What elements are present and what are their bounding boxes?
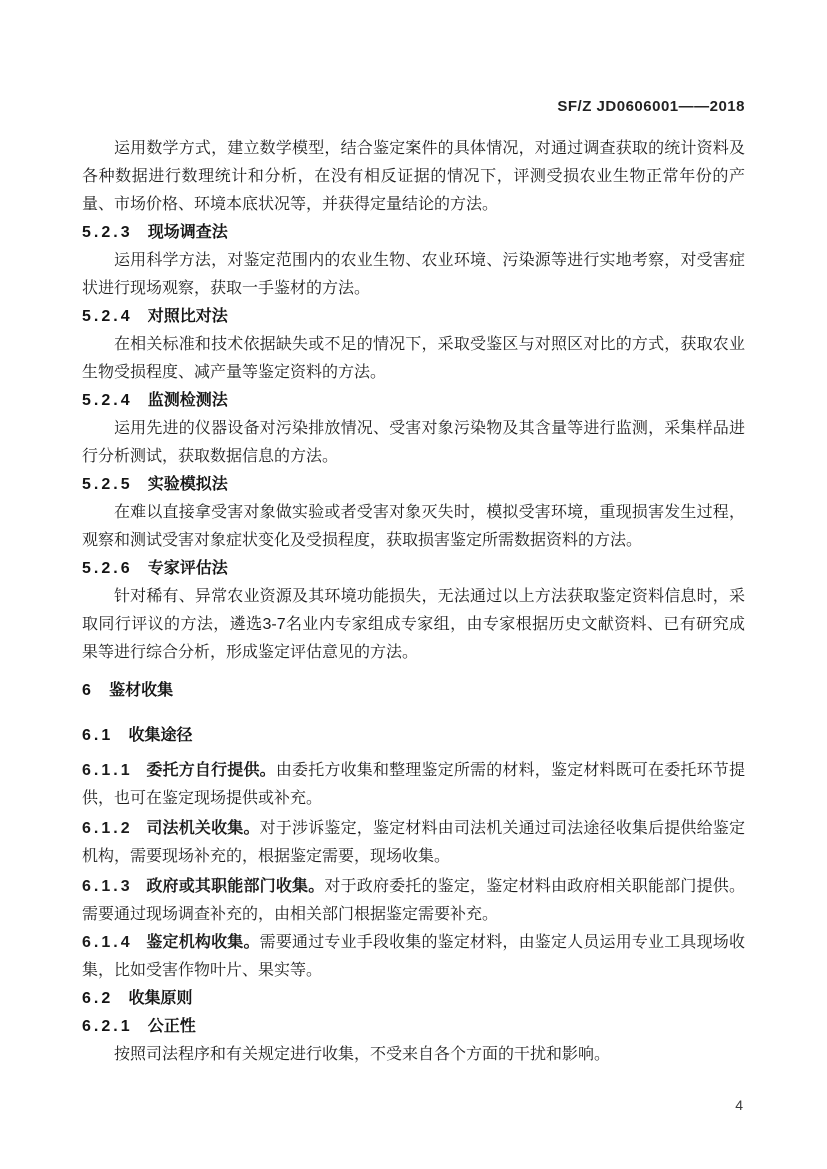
- item-number: 6.1.4: [82, 934, 133, 951]
- section-paragraph: 运用科学方法，对鉴定范围内的农业生物、农业环境、污染源等进行实地考察，对受害症状进行现场观察，获取一手鉴材的方法。: [82, 252, 745, 297]
- section-title: 对照比对法: [147, 308, 228, 325]
- item-text: 需要通过专业手段收集的鉴定材料，由鉴定人员运用专业工具现场收集，比如受害作物叶片、果实等。: [82, 934, 745, 979]
- chapter-number: 6: [82, 682, 94, 699]
- section-heading-6-1: [82, 722, 745, 750]
- section-paragraph: 针对稀有、异常农业资源及其环境功能损失，无法通过以上方法获取鉴定资料信息时，采取同行评议的方法，遴选3-7名业内专家组成专家组，由专家根据历史文献资料、已有研究成果等进行综合分析，形成鉴定评估意见的方法。: [82, 588, 745, 661]
- section-title: 专家评估法: [147, 560, 228, 577]
- section-paragraph: 在相关标准和技术依据缺失或不足的情况下，采取受鉴区与对照区对比的方式，获取农业生物受损程度、减产量等鉴定资料的方法。: [82, 336, 745, 381]
- item-text: 对于涉诉鉴定，鉴定材料由司法机关通过司法途径收集后提供给鉴定机构，需要现场补充的，根据鉴定需要，现场收集。: [82, 820, 745, 865]
- list-item-6-1-3: [82, 873, 745, 929]
- section-heading-5-2-5: [82, 471, 745, 499]
- document-code-header: SF/Z JD0606001——2018: [557, 98, 745, 115]
- item-text: 对于政府委托的鉴定，鉴定材料由政府相关职能部门提供。需要通过现场调查补充的，由相关部门根据鉴定需要补充。: [82, 878, 745, 923]
- section-title: 公正性: [147, 1018, 196, 1035]
- section-heading-5-2-4-b: [82, 387, 745, 415]
- section-title: 现场调查法: [147, 224, 228, 241]
- section-title: 实验模拟法: [147, 476, 228, 493]
- section-title: 收集途径: [128, 727, 193, 744]
- item-text: 由委托方收集和整理鉴定所需的材料，鉴定材料既可在委托环节提供，也可在鉴定现场提供或补充。: [82, 762, 745, 807]
- section-title: 收集原则: [128, 990, 193, 1007]
- list-item-6-1-2: [82, 815, 745, 871]
- section-number: 5.2.4: [82, 308, 133, 325]
- section-heading-5-2-3: [82, 219, 745, 247]
- section-number: 5.2.6: [82, 560, 133, 577]
- section-number: 6.1: [82, 727, 114, 744]
- item-label: 政府或其职能部门收集。: [146, 878, 325, 895]
- section-title: 监测检测法: [147, 392, 228, 409]
- item-number: 6.1.1: [82, 762, 133, 779]
- section-heading-5-2-6: [82, 555, 745, 583]
- section-heading-6-2-1: [82, 1013, 745, 1041]
- page-number: 4: [735, 1097, 743, 1113]
- list-item-6-1-4: [82, 929, 745, 985]
- section-number: 6.2.1: [82, 1018, 133, 1035]
- item-label: 鉴定机构收集。: [146, 934, 260, 951]
- item-number: 6.1.2: [82, 820, 133, 837]
- section-number: 5.2.3: [82, 224, 133, 241]
- closing-paragraph: 按照司法程序和有关规定进行收集，不受来自各个方面的干扰和影响。: [114, 1046, 611, 1063]
- item-label: 委托方自行提供。: [146, 762, 276, 779]
- section-paragraph: 运用先进的仪器设备对污染排放情况、受害对象污染物及其含量等进行监测，采集样品进行分析测试，获取数据信息的方法。: [82, 420, 745, 465]
- section-number: 6.2: [82, 990, 114, 1007]
- item-number: 6.1.3: [82, 878, 133, 895]
- section-paragraph: 在难以直接拿受害对象做实验或者受害对象灭失时，模拟受害环境，重现损害发生过程，观察和测试受害对象症状变化及受损程度，获取损害鉴定所需数据资料的方法。: [82, 504, 745, 549]
- section-number: 5.2.4: [82, 392, 133, 409]
- list-item-6-1-1: [82, 757, 745, 813]
- item-label: 司法机关收集。: [146, 820, 260, 837]
- chapter-heading-6: [82, 677, 745, 705]
- section-heading-6-2: [82, 985, 745, 1013]
- section-number: 5.2.5: [82, 476, 133, 493]
- section-heading-5-2-4-a: [82, 303, 745, 331]
- chapter-title: 鉴材收集: [109, 682, 174, 699]
- intro-paragraph: 运用数学方式，建立数学模型，结合鉴定案件的具体情况，对通过调查获取的统计资料及各种数据进行数理统计和分析，在没有相反证据的情况下，评测受损农业生物正常年份的产量、市场价格、环境本底状况等，并获得定量结论的方法。: [82, 140, 745, 213]
